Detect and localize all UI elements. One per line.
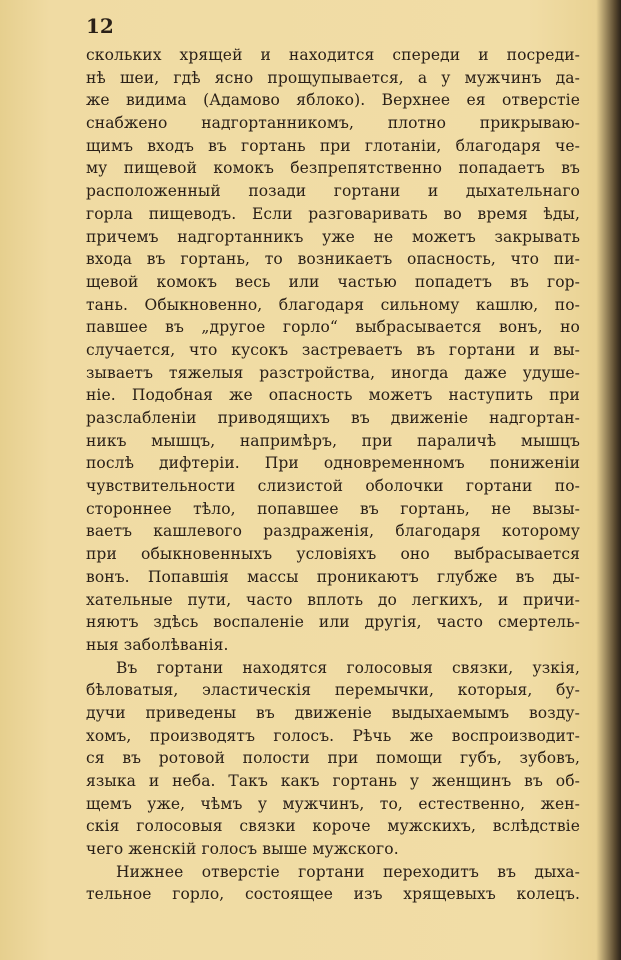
text-line: горла пищеводъ. Если разговаривать во время ѣды,: [86, 204, 580, 223]
text-line: стороннее тѣло, попавшее въ гортань, не вызы-: [86, 499, 580, 518]
text-line: скія голосовыя связки короче мужскихъ, вслѣдствіе: [86, 817, 580, 836]
text-line: бѣловатыя, эластическія перемычки, которыя, бу-: [86, 681, 580, 700]
text-line: щевой комокъ весь или частью попадетъ въ гор-: [86, 272, 580, 291]
text-line: зываетъ тяжелыя разстройства, иногда даже удуше-: [86, 363, 580, 382]
text-line: входа въ гортань, то возникаетъ опасность, что пи-: [86, 250, 580, 269]
text-line: павшее въ „другое горло“ выбрасывается вонъ, но: [86, 318, 580, 337]
text-line: вонъ. Попавшія массы проникаютъ глубже въ ды-: [86, 567, 580, 586]
text-line: няютъ здѣсь воспаленіе или другія, часто смертель-: [86, 613, 580, 632]
text-line: случается, что кусокъ застреваетъ въ гортани и вы-: [86, 340, 580, 359]
text-line: причемъ надгортанникъ уже не можетъ закрывать: [86, 227, 580, 246]
page-number: 12: [86, 14, 114, 38]
text-line: при обыкновенныхъ условіяхъ оно выбрасывается: [86, 545, 580, 564]
text-line: нѣ шеи, гдѣ ясно прощупывается, а у мужчинъ да-: [86, 68, 580, 87]
text-line: ваетъ кашлевого раздраженія, благодаря которому: [86, 522, 580, 541]
body-text: [86, 44, 580, 906]
text-line: же видима (Адамово яблоко). Верхнее ея отверстіе: [86, 91, 580, 110]
text-line: расположенный позади гортани и дыхательнаго: [86, 182, 580, 201]
text-line: языка и неба. Такъ какъ гортань у женщинъ въ об-: [86, 772, 580, 790]
text-line: Нижнее отверстіе гортани переходитъ въ дыха-: [116, 862, 580, 881]
text-line: тань. Обыкновенно, благодаря сильному кашлю, по-: [86, 295, 580, 314]
text-line: скольких хрящей и находится спереди и посреди-: [86, 46, 580, 64]
text-line: ныя заболѣванія.: [86, 635, 229, 654]
text-line: чувствительности слизистой оболочки гортани по-: [86, 477, 580, 496]
text-line: ся въ ротовой полости при помощи губъ, зубовъ,: [86, 749, 580, 768]
text-line: щимъ входъ въ гортань при глотаніи, благодаря че-: [86, 136, 580, 155]
text-line: разслабленіи приводящихъ въ движеніе надгортан-: [86, 409, 580, 427]
text-line: тельное горло, состоящее изъ хрящевыхъ колецъ.: [86, 885, 580, 904]
text-line: Въ гортани находятся голосовыя связки, узкія,: [116, 658, 580, 677]
text-line: хательные пути, часто вплоть до легкихъ, и причи-: [86, 590, 580, 609]
text-line: му пищевой комокъ безпрепятственно попадаетъ въ: [86, 159, 580, 178]
text-line: послѣ дифтеріи. При одновременномъ пониженіи: [86, 454, 580, 473]
text-line: ніе. Подобная же опасность можетъ наступить при: [86, 386, 580, 405]
text-line: никъ мышцъ, напримѣръ, при параличѣ мышцъ: [86, 431, 580, 450]
text-line: чего женскій голосъ выше мужского.: [86, 840, 399, 859]
text-line: хомъ, производятъ голосъ. Рѣчь же воспроизводит-: [86, 726, 580, 745]
text-line: щемъ уже, чѣмъ у мужчинъ, то, естественно, жен-: [86, 794, 580, 813]
text-line: дучи приведены въ движеніе выдыхаемымъ возду-: [86, 703, 580, 722]
text-line: снабжено надгортанникомъ, плотно прикрываю-: [86, 114, 580, 133]
